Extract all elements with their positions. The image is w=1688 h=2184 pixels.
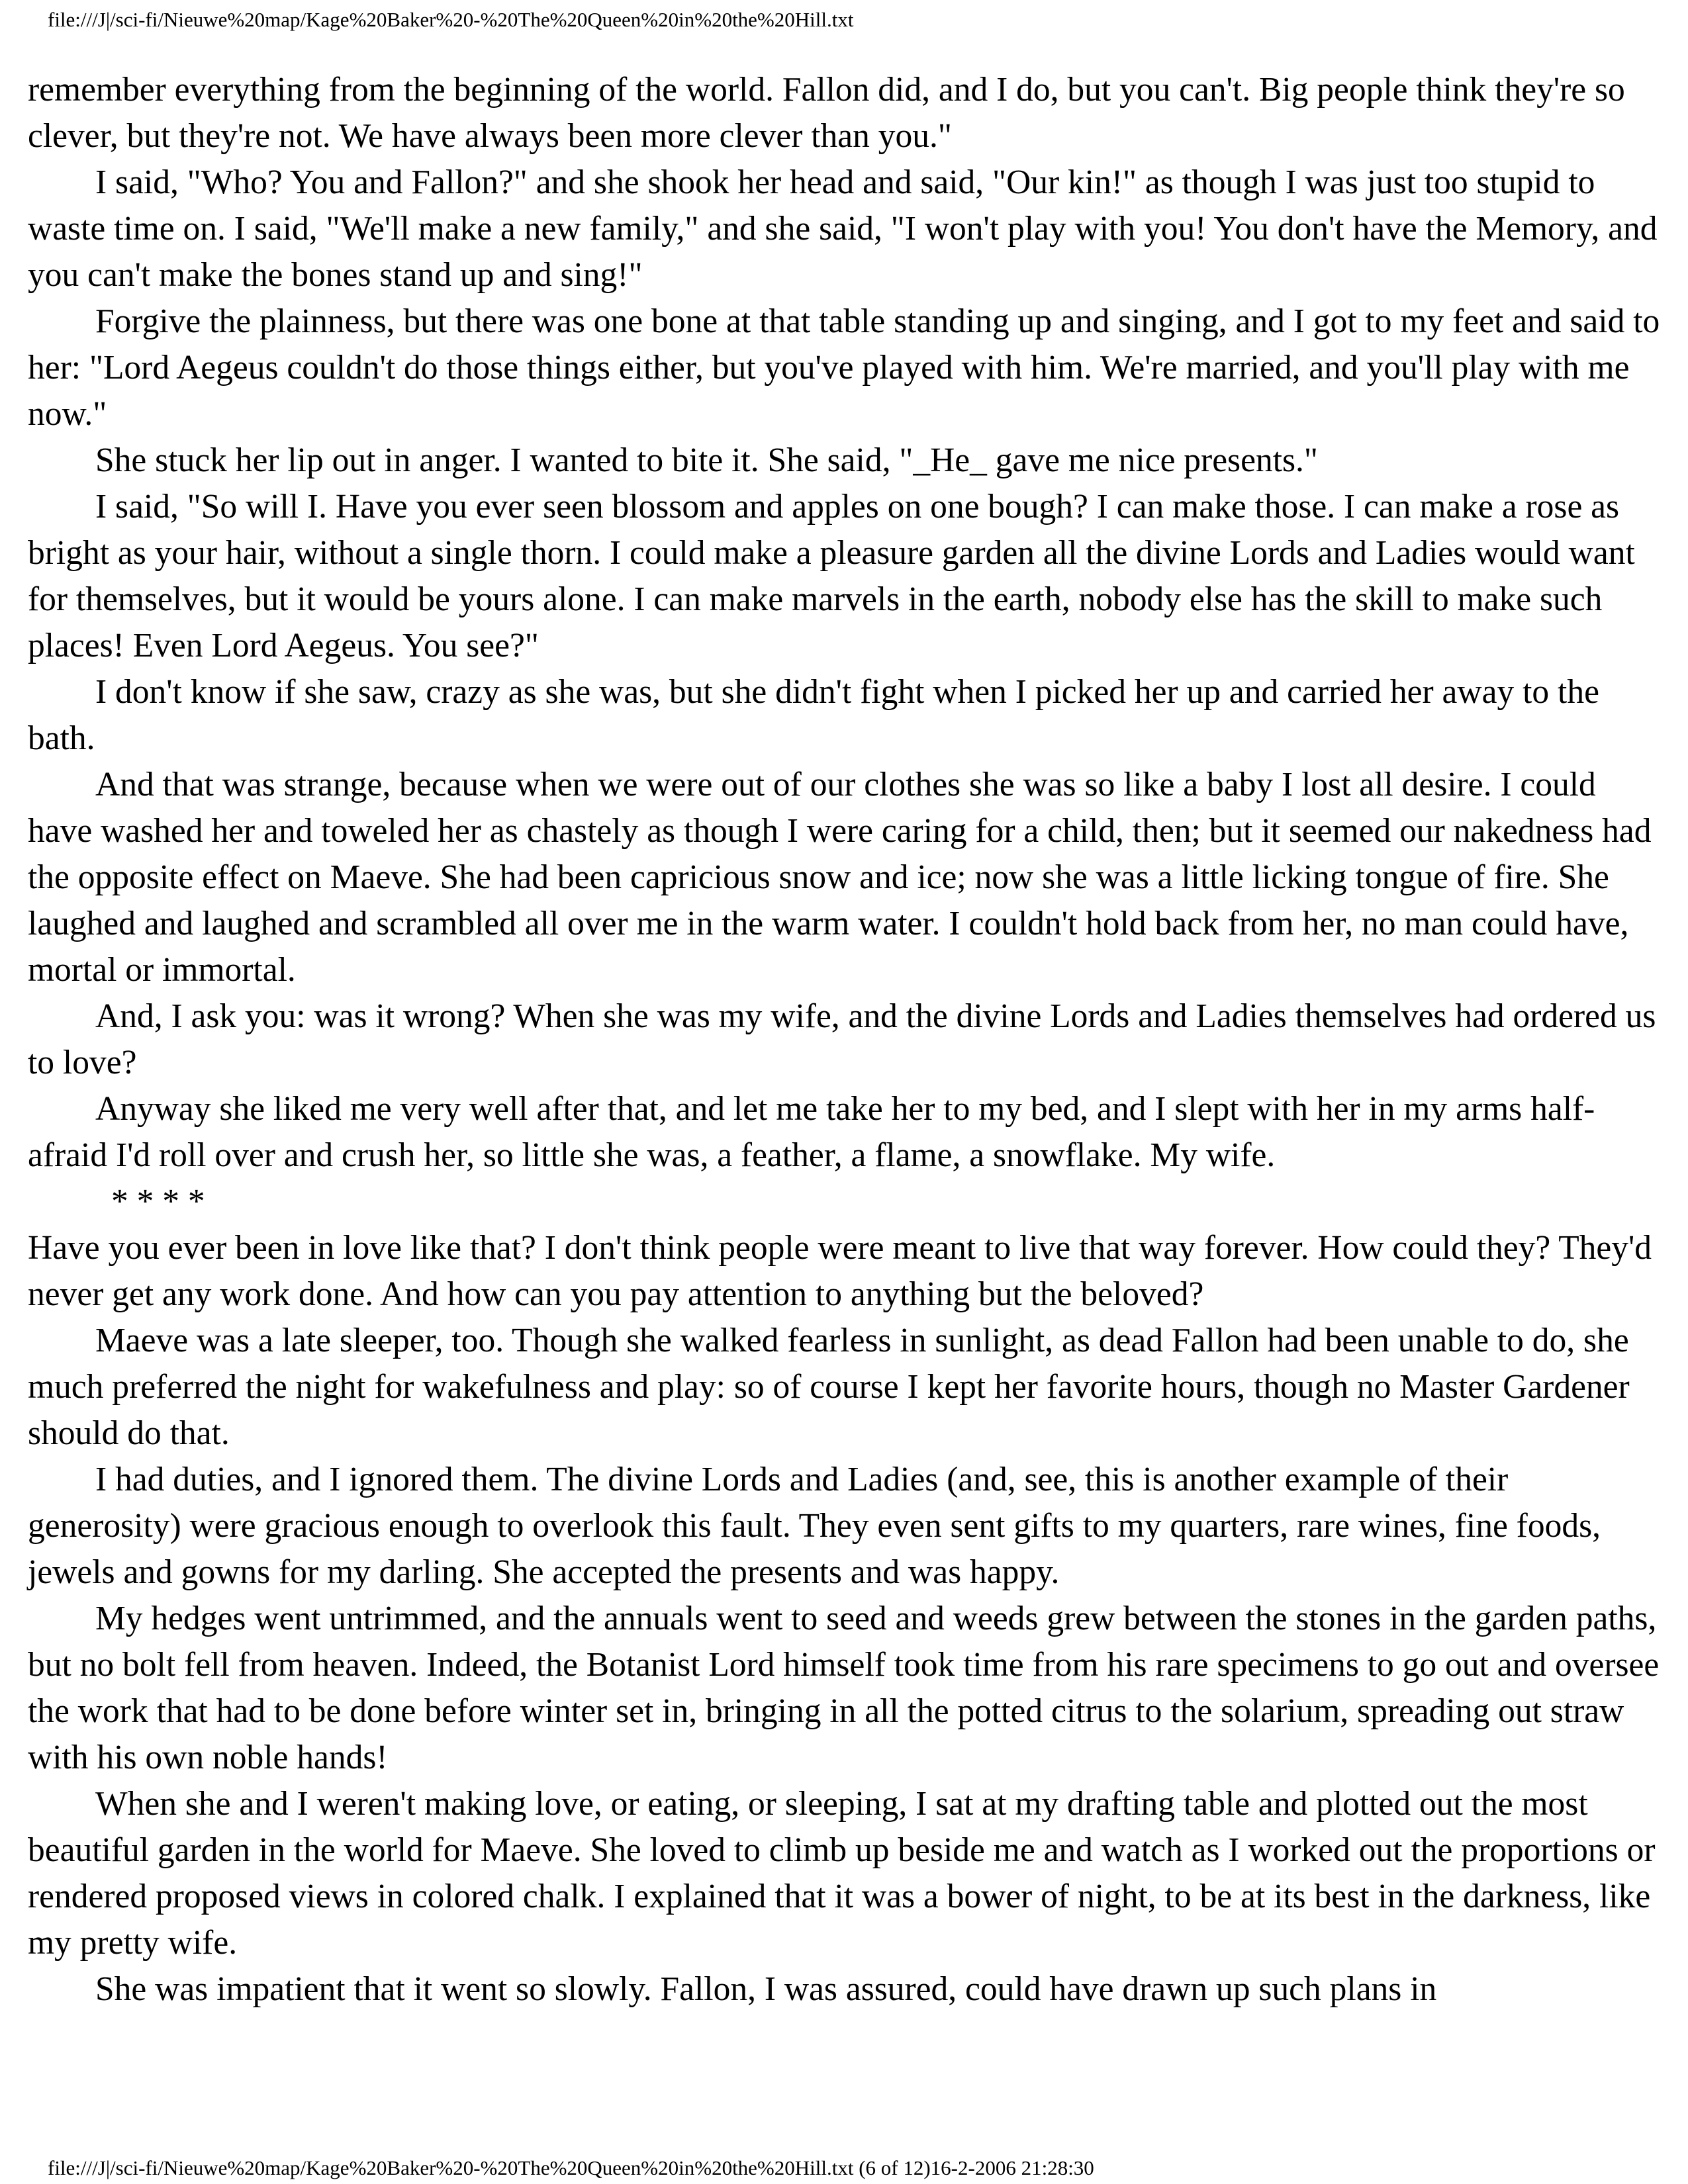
paragraph: I said, "Who? You and Fallon?" and she shook her head and said, "Our kin!" as though I was just too stupid to waste time on. I said, "We'll make a new family," and she said, "I won't play with you! You don't have the Memory, and you can't make the bones stand up and sing!" bbox=[28, 163, 1658, 294]
document-body bbox=[28, 67, 1663, 2013]
paragraph: remember everything from the beginning of the world. Fallon did, and I do, but you can't. Big people think they're so clever, but they're not. We have always been more clever than you." bbox=[28, 71, 1625, 155]
section-break: * * * * bbox=[111, 1183, 205, 1220]
paragraph: Have you ever been in love like that? I don't think people were meant to live that way forever. How could they? They'd never get any work done. And how can you pay attention to anything but the beloved? bbox=[28, 1229, 1652, 1313]
paragraph: Forgive the plainness, but there was one bone at that table standing up and singing, and I got to my feet and said to her: "Lord Aegeus couldn't do those things either, but you've played with him. We're married, and you'll play with me now." bbox=[28, 302, 1660, 433]
paragraph: She stuck her lip out in anger. I wanted to bite it. She said, "_He_ gave me nice presents." bbox=[95, 441, 1318, 479]
page-header-url: file:///J|/sci-fi/Nieuwe%20map/Kage%20Baker%20-%20The%20Queen%20in%20the%20Hill.txt bbox=[48, 8, 854, 31]
page-footer: file:///J|/sci-fi/Nieuwe%20map/Kage%20Baker%20-%20The%20Queen%20in%20the%20Hill.txt (6 of 12)16-2-2006 21:28:30 bbox=[48, 2156, 1094, 2179]
paragraph: And that was strange, because when we were out of our clothes she was so like a baby I lost all desire. I could have washed her and toweled her as chastely as though I were caring for a child, then; but it seemed our nakedness had the opposite effect on Maeve. She had been capricious snow and ice; now she was a little licking tongue of fire. She laughed and laughed and scrambled all over me in the warm water. I couldn't hold back from her, no man could have, mortal or immortal. bbox=[28, 766, 1652, 989]
paragraph: I don't know if she saw, crazy as she was, but she didn't fight when I picked her up and carried her away to the bath. bbox=[28, 673, 1599, 757]
paragraph: I had duties, and I ignored them. The divine Lords and Ladies (and, see, this is another example of their generosity) were gracious enough to overlook this fault. They even sent gifts to my quarters, rare wines, fine foods, jewels and gowns for my darling. She accepted the presents and was happy. bbox=[28, 1461, 1601, 1591]
paragraph: Maeve was a late sleeper, too. Though she walked fearless in sunlight, as dead Fallon had been unable to do, she much preferred the night for wakefulness and play: so of course I kept her favorite hours, though no Master Gardener should do that. bbox=[28, 1322, 1630, 1452]
paragraph: Anyway she liked me very well after that, and let me take her to my bed, and I slept with her in my arms half-afraid I'd roll over and crush her, so little she was, a feather, a flame, a snowflake. My wife. bbox=[28, 1090, 1595, 1174]
paragraph: My hedges went untrimmed, and the annuals went to seed and weeds grew between the stones in the garden paths, but no bolt fell from heaven. Indeed, the Botanist Lord himself took time from his rare specimens to go out and oversee the work that had to be done before winter set in, bringing in all the potted citrus to the solarium, spreading out straw with his own noble hands! bbox=[28, 1600, 1660, 1776]
paragraph: When she and I weren't making love, or eating, or sleeping, I sat at my drafting table and plotted out the most beautiful garden in the world for Maeve. She loved to climb up beside me and watch as I worked out the proportions or rendered proposed views in colored chalk. I explained that it was a bower of night, to be at its best in the darkness, like my pretty wife. bbox=[28, 1785, 1656, 1962]
paragraph: I said, "So will I. Have you ever seen blossom and apples on one bough? I can make those. I can make a rose as bright as your hair, without a single thorn. I could make a pleasure garden all the divine Lords and Ladies would want for themselves, but it would be yours alone. I can make marvels in the earth, nobody else has the skill to make such places! Even Lord Aegeus. You see?" bbox=[28, 488, 1635, 664]
paragraph: She was impatient that it went so slowly. Fallon, I was assured, could have drawn up such plans in bbox=[95, 1970, 1437, 2008]
paragraph: And, I ask you: was it wrong? When she was my wife, and the divine Lords and Ladies themselves had ordered us to love? bbox=[28, 997, 1656, 1081]
